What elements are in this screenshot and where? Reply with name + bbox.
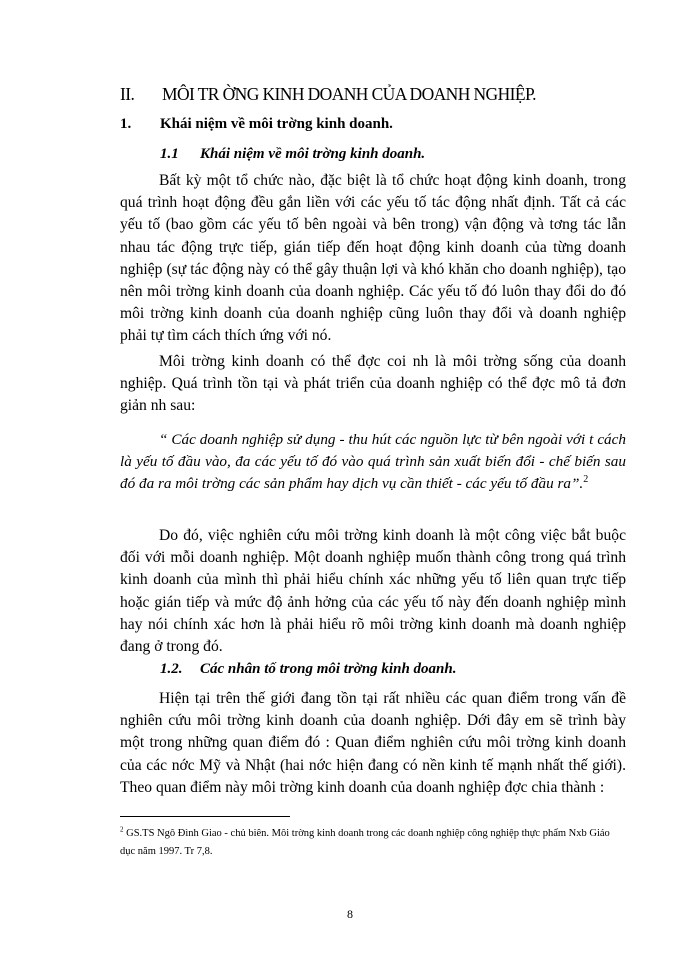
section-heading [120, 84, 620, 105]
subsubsection-number: 1.2. [160, 661, 183, 677]
paragraph-1: Bất kỳ một tổ chức nào, đặc biệt là tổ chức hoạt động kinh doanh, trong quá trình hoạt động đều gắn liền với các yếu tố tác động nhất định. Tất cả các yếu tố (bao gồm các yếu tố bên ngoài và bên trong) vận động và tơng tác lẫn nhau tác động trực tiếp, gián tiếp đến hoạt động kinh doanh của từng doanh nghiệp (sự tác động này có thể gây thuận lợi và khó khăn cho doanh nghiệp), tạo nên môi trờng kinh doanh của doanh nghiệp. Các yếu tố đó luôn thay đổi do đó môi trờng kinh doanh của doanh nghiệp cũng luôn thay đổi và doanh nghiệp phải tự tìm cách thích ứng với nó. [120, 172, 626, 345]
paragraph-2: Môi trờng kinh doanh có thể đợc coi nh là môi trờng sống của doanh nghiệp. Quá trình tồn tại và phát triển của doanh nghiệp có thể đợc mô tả đơn giản nh sau: [120, 353, 626, 415]
subsubsection-title: Các nhân tố trong môi trờng kinh doanh. [200, 661, 457, 677]
footnote-text: GS.TS Ngô Đình Giao - chủ biên. Môi trờng kinh doanh trong các doanh nghiệp công nghiệp thực phẩm Nxb Giáo dục năm 1997. Tr 7,8. [120, 828, 610, 857]
subsubsection-heading-1-2 [160, 661, 620, 678]
subsection-heading-1 [120, 116, 620, 133]
quote-text: “ Các doanh nghiệp sử dụng - thu hút các nguồn lực từ bên ngoài với t cách là yếu tố đầu vào, đa các yếu tố đó vào quá trình sản xuất biến đổi - chế biến sau đó đa ra môi trờng các sản phẩm hay dịch vụ cần thiết - các yếu tố đầu ra”. [120, 431, 626, 492]
quote-block [120, 429, 626, 495]
footnote-separator [120, 816, 290, 817]
footnote [120, 825, 626, 861]
page-number: 8 [347, 907, 353, 921]
paragraph-4: Hiện tại trên thế giới đang tồn tại rất nhiều các quan điểm trong vấn đề nghiên cứu môi trờng kinh doanh của doanh nghiệp. Dới đây em sẽ trình bày một trong những quan điểm đó : Quan điểm nghiên cứu môi trờng kinh doanh của các nớc Mỹ và Nhật (hai nớc hiện đang có nền kinh tế mạnh nhất thế giới). Theo quan điểm này môi trờng kinh doanh của doanh nghiệp đợc chia thành : [120, 690, 626, 796]
subsection-title: Khái niệm về môi trờng kinh doanh. [160, 116, 393, 132]
subsubsection-heading-1-1 [160, 146, 620, 163]
footnote-reference[interactable]: 2 [583, 473, 589, 485]
paragraph-3: Do đó, việc nghiên cứu môi trờng kinh doanh là một công việc bắt buộc đối với mỗi doanh nghiệp. Một doanh nghiệp muốn thành công trong quá trình kinh doanh của mình thì phải hiểu chính xác những yếu tố liên quan trực tiếp hoặc gián tiếp và mức độ ảnh hởng của các yếu tố này đến doanh nghiệp mình hay nói chính xác hơn là phải hiểu rõ môi trờng kinh doanh mà doanh nghiệp đang ở trong đó. [120, 527, 626, 656]
footnote-mark: 2 [120, 825, 124, 834]
subsubsection-number: 1.1 [160, 146, 179, 162]
section-title: MÔI TR ỜNG KINH DOANH CỦA DOANH NGHIỆP. [162, 84, 536, 104]
section-number: II. [120, 84, 135, 104]
subsection-number: 1. [120, 116, 132, 132]
subsubsection-title: Khái niệm về môi trờng kinh doanh. [200, 146, 426, 162]
